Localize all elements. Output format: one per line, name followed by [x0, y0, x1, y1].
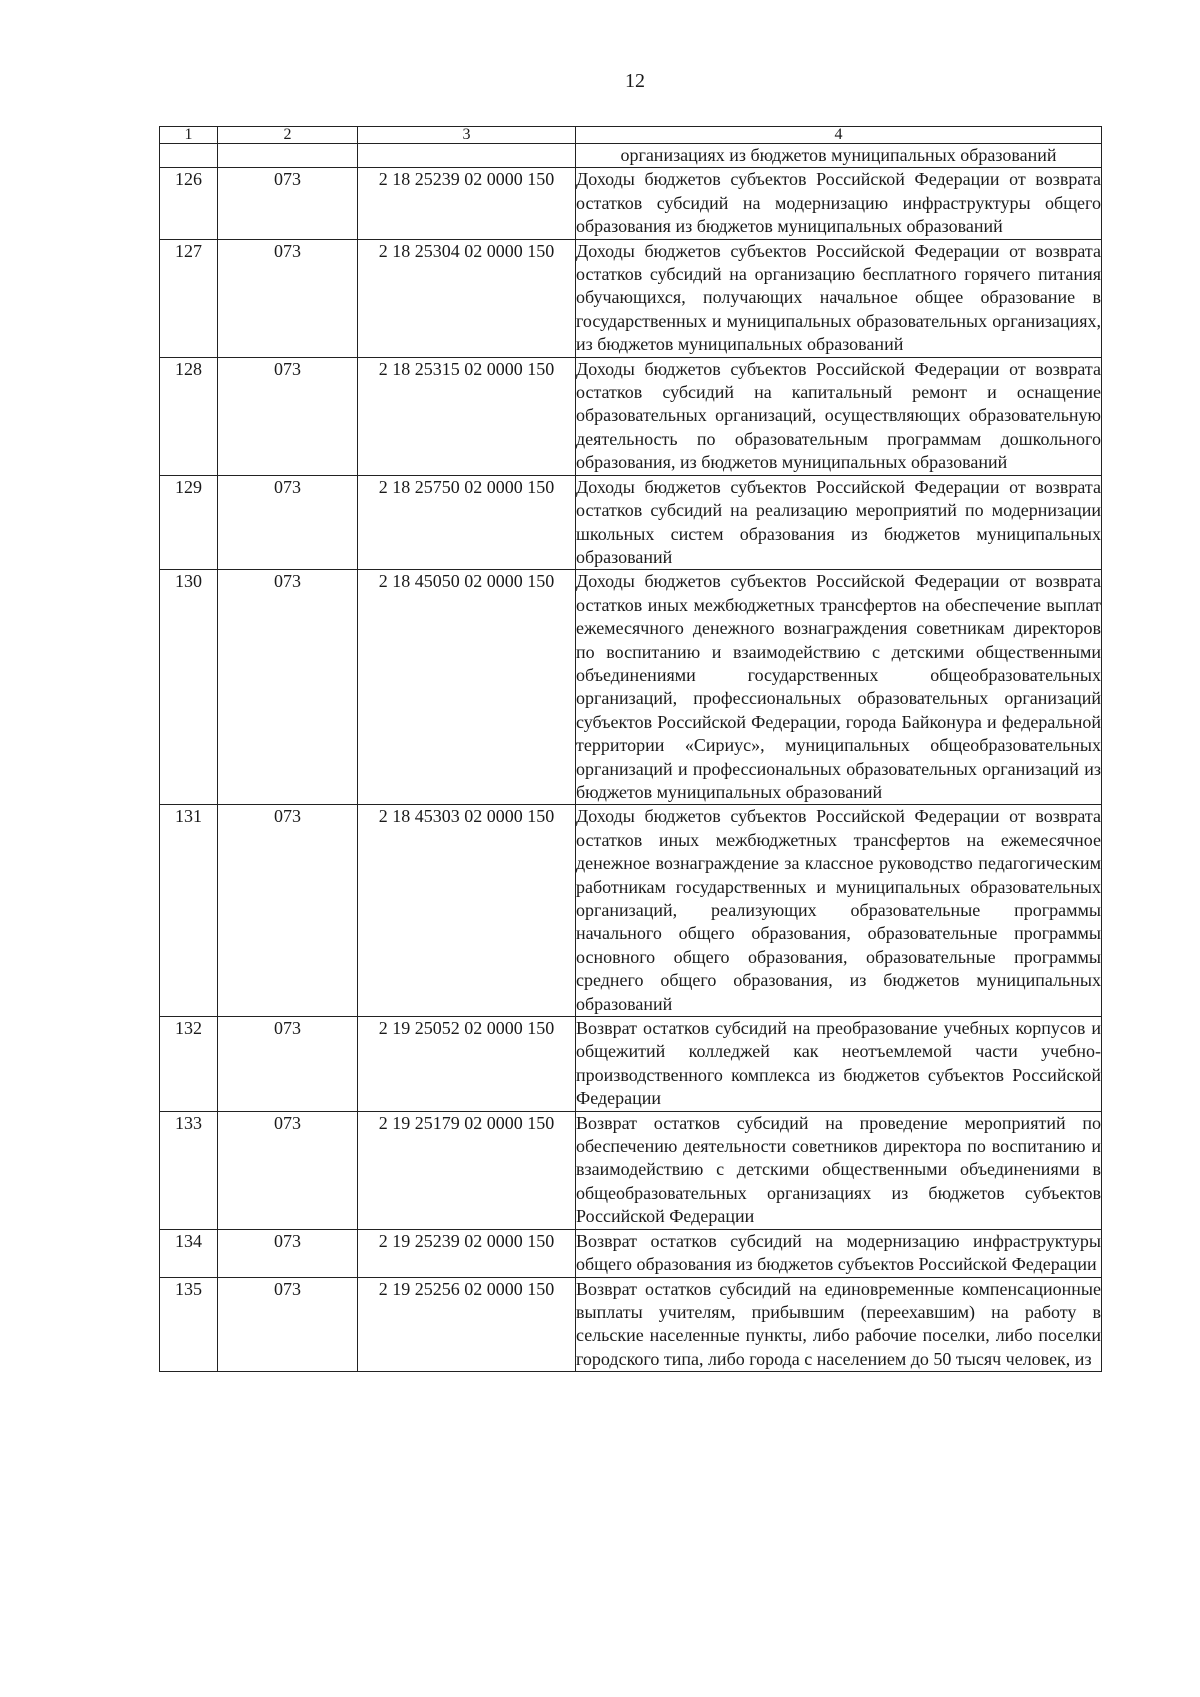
column-header: 3 [358, 127, 576, 144]
admin-code: 073 [218, 357, 358, 475]
budget-code: 2 19 25256 02 0000 150 [358, 1277, 576, 1372]
row-number: 127 [160, 239, 218, 357]
income-description: Доходы бюджетов субъектов Российской Федерации от возврата остатков субсидий на модернизацию инфраструктуры общего образования из бюджетов муниципальных образований [576, 168, 1102, 239]
income-description: Возврат остатков субсидий на проведение мероприятий по обеспечению деятельности советников директора по воспитанию и взаимодействию с детскими общественными объединениями в общеобразовательных организациях из бюджетов субъектов Российской Федерации [576, 1111, 1102, 1229]
income-description: Доходы бюджетов субъектов Российской Федерации от возврата остатков субсидий на реализацию мероприятий по модернизации школьных систем образования из бюджетов муниципальных образований [576, 475, 1102, 570]
table-row [160, 1229, 1102, 1277]
continuation-text: организациях из бюджетов муниципальных образований [576, 144, 1102, 168]
table-row [160, 805, 1102, 1017]
admin-code: 073 [218, 1229, 358, 1277]
admin-code: 073 [218, 239, 358, 357]
table-row [160, 1017, 1102, 1112]
budget-code: 2 18 25315 02 0000 150 [358, 357, 576, 475]
row-number: 135 [160, 1277, 218, 1372]
budget-code: 2 18 45303 02 0000 150 [358, 805, 576, 1017]
income-description: Возврат остатков субсидий на преобразование учебных корпусов и общежитий колледжей как неотъемлемой части учебно-производственного комплекса из бюджетов субъектов Российской Федерации [576, 1017, 1102, 1112]
budget-code: 2 19 25239 02 0000 150 [358, 1229, 576, 1277]
income-description: Возврат остатков субсидий на единовременные компенсационные выплаты учителям, прибывшим (переехавшим) на работу в сельские населенные пункты, либо рабочие поселки, либо поселки городского типа, либо города с населением до 50 тысяч человек, из [576, 1277, 1102, 1372]
row-number: 128 [160, 357, 218, 475]
budget-code: 2 18 45050 02 0000 150 [358, 570, 576, 805]
row-number: 133 [160, 1111, 218, 1229]
row-number: 129 [160, 475, 218, 570]
table-row [160, 168, 1102, 239]
budget-code: 2 19 25052 02 0000 150 [358, 1017, 576, 1112]
income-description: Доходы бюджетов субъектов Российской Федерации от возврата остатков субсидий на организацию бесплатного горячего питания обучающихся, получающих начальное общее образование в государственных и муниципальных образовательных организациях, из бюджетов муниципальных образований [576, 239, 1102, 357]
table-row [160, 239, 1102, 357]
page-number: 12 [625, 70, 645, 92]
table-row [160, 570, 1102, 805]
table-row [160, 1111, 1102, 1229]
budget-code: 2 19 25179 02 0000 150 [358, 1111, 576, 1229]
table-row [160, 1277, 1102, 1372]
income-description: Доходы бюджетов субъектов Российской Федерации от возврата остатков иных межбюджетных трансфертов на обеспечение выплат ежемесячного денежного вознаграждения советникам директоров по воспитанию и взаимодействию с детскими общественными объединениями государственных общеобразовательных организаций, профессиональных образовательных организаций субъектов Российской Федерации, города Байконура и федеральной территории «Сириус», муниципальных общеобразовательных организаций и профессиональных образовательных организаций из бюджетов муниципальных образований [576, 570, 1102, 805]
table-row [160, 475, 1102, 570]
row-number: 132 [160, 1017, 218, 1112]
table-header-row [160, 127, 1102, 144]
column-header: 2 [218, 127, 358, 144]
admin-code: 073 [218, 570, 358, 805]
budget-code: 2 18 25239 02 0000 150 [358, 168, 576, 239]
row-number: 126 [160, 168, 218, 239]
admin-code: 073 [218, 475, 358, 570]
row-number: 130 [160, 570, 218, 805]
income-description: Доходы бюджетов субъектов Российской Федерации от возврата остатков субсидий на капитальный ремонт и оснащение образовательных организаций, осуществляющих образовательную деятельность по образовательным программам дошкольного образования, из бюджетов муниципальных образований [576, 357, 1102, 475]
row-number: 134 [160, 1229, 218, 1277]
income-description: Доходы бюджетов субъектов Российской Федерации от возврата остатков иных межбюджетных трансфертов на ежемесячное денежное вознаграждение за классное руководство педагогическим работникам государственных и муниципальных образовательных организаций, реализующих образовательные программы начального общего образования, образовательные программы основного общего образования, образовательные программы среднего общего образования, из бюджетов муниципальных образований [576, 805, 1102, 1017]
admin-code: 073 [218, 805, 358, 1017]
admin-code: 073 [218, 1017, 358, 1112]
column-header: 4 [576, 127, 1102, 144]
admin-code: 073 [218, 1111, 358, 1229]
admin-code: 073 [218, 168, 358, 239]
admin-code: 073 [218, 1277, 358, 1372]
row-number: 131 [160, 805, 218, 1017]
budget-code: 2 18 25750 02 0000 150 [358, 475, 576, 570]
column-header: 1 [160, 127, 218, 144]
continuation-row [160, 144, 1102, 168]
income-description: Возврат остатков субсидий на модернизацию инфраструктуры общего образования из бюджетов субъектов Российской Федерации [576, 1229, 1102, 1277]
budget-codes-table [159, 126, 1102, 1372]
table-row [160, 357, 1102, 475]
budget-code: 2 18 25304 02 0000 150 [358, 239, 576, 357]
